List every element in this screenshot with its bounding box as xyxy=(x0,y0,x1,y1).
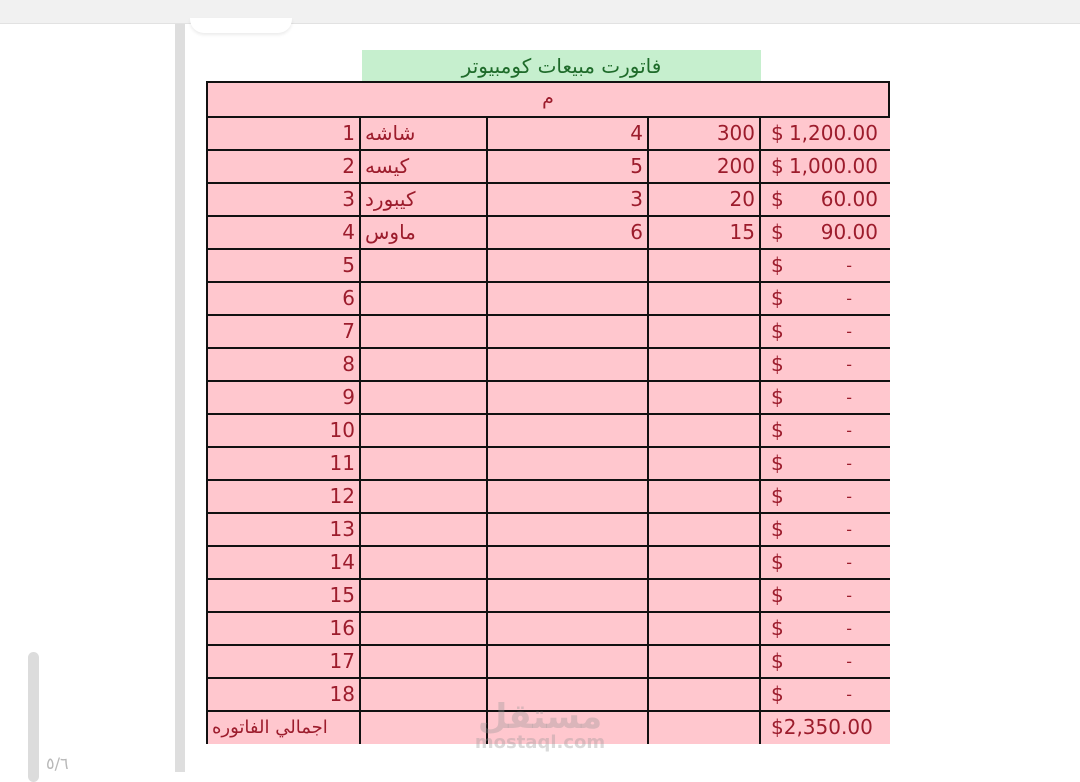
cell-number[interactable]: 18 xyxy=(208,679,361,710)
currency-symbol: $ xyxy=(771,616,784,640)
cell-price[interactable] xyxy=(649,679,761,710)
total-amount: - xyxy=(846,256,852,275)
currency-symbol: $ xyxy=(771,583,784,607)
cell-total[interactable] xyxy=(761,316,890,347)
cell-price[interactable] xyxy=(649,613,761,644)
cell-item[interactable] xyxy=(361,349,488,380)
currency-symbol: $ xyxy=(771,451,784,475)
total-amount: 1,000.00 xyxy=(788,154,878,178)
cell-number[interactable]: 3 xyxy=(208,184,361,215)
cell-quantity[interactable]: 6 xyxy=(488,217,649,248)
currency-symbol: $ xyxy=(771,682,784,706)
currency-symbol: $ xyxy=(771,550,784,574)
cell-item[interactable] xyxy=(361,547,488,578)
cell-number[interactable]: 10 xyxy=(208,415,361,446)
cell-price[interactable] xyxy=(649,580,761,611)
currency-symbol: $ xyxy=(771,352,784,376)
table-row xyxy=(206,380,890,413)
currency-symbol: $ xyxy=(771,121,784,145)
cell-quantity[interactable]: 5 xyxy=(488,151,649,182)
cell-total[interactable] xyxy=(761,118,890,149)
cell-empty xyxy=(361,712,488,744)
total-amount: $2,350.00 xyxy=(771,715,873,739)
table-row xyxy=(206,512,890,545)
cell-number[interactable]: 2 xyxy=(208,151,361,182)
cell-total[interactable] xyxy=(761,415,890,446)
cell-total[interactable] xyxy=(761,481,890,512)
table-row xyxy=(206,677,890,710)
watermark-latin: mostaql.com xyxy=(474,732,606,753)
table-row xyxy=(206,314,890,347)
page-divider xyxy=(175,24,185,772)
pull-tab[interactable] xyxy=(190,18,292,33)
cell-item[interactable] xyxy=(361,448,488,479)
total-amount: - xyxy=(846,355,852,374)
cell-number[interactable]: 16 xyxy=(208,613,361,644)
cell-quantity[interactable] xyxy=(488,547,649,578)
table-row xyxy=(206,116,890,149)
cell-item[interactable] xyxy=(361,283,488,314)
cell-price[interactable] xyxy=(649,547,761,578)
cell-quantity[interactable] xyxy=(488,382,649,413)
page-indicator: ٥/٦ xyxy=(46,754,69,773)
cell-total[interactable] xyxy=(761,646,890,677)
currency-symbol: $ xyxy=(771,253,784,277)
cell-item[interactable]: شاشه xyxy=(361,118,488,149)
currency-symbol: $ xyxy=(771,154,784,178)
cell-total[interactable] xyxy=(761,349,890,380)
cell-price[interactable] xyxy=(649,514,761,545)
cell-price[interactable] xyxy=(649,316,761,347)
cell-item[interactable] xyxy=(361,514,488,545)
cell-total[interactable] xyxy=(761,250,890,281)
total-label: اجمالي الفاتوره xyxy=(208,712,361,744)
table-row xyxy=(206,578,890,611)
cell-total[interactable] xyxy=(761,547,890,578)
cell-quantity[interactable]: 3 xyxy=(488,184,649,215)
cell-item[interactable] xyxy=(361,580,488,611)
total-amount: - xyxy=(846,487,852,506)
cell-item[interactable] xyxy=(361,613,488,644)
currency-symbol: $ xyxy=(771,187,784,211)
cell-item[interactable] xyxy=(361,481,488,512)
cell-number[interactable]: 13 xyxy=(208,514,361,545)
cell-price[interactable]: 200 xyxy=(649,151,761,182)
cell-total[interactable] xyxy=(761,283,890,314)
cell-item[interactable] xyxy=(361,415,488,446)
cell-number[interactable]: 11 xyxy=(208,448,361,479)
total-amount: - xyxy=(846,553,852,572)
cell-quantity[interactable] xyxy=(488,283,649,314)
cell-item[interactable] xyxy=(361,382,488,413)
table-row xyxy=(206,248,890,281)
table-row xyxy=(206,347,890,380)
cell-total[interactable] xyxy=(761,151,890,182)
total-amount: - xyxy=(846,586,852,605)
cell-item[interactable] xyxy=(361,679,488,710)
header-row xyxy=(206,81,890,116)
cell-price[interactable] xyxy=(649,415,761,446)
invoice-table xyxy=(206,81,890,744)
total-value xyxy=(761,712,890,744)
total-amount: - xyxy=(846,652,852,671)
cell-price[interactable] xyxy=(649,646,761,677)
cell-number[interactable]: 14 xyxy=(208,547,361,578)
table-row xyxy=(206,479,890,512)
cell-price[interactable] xyxy=(649,349,761,380)
currency-symbol: $ xyxy=(771,484,784,508)
total-amount: 60.00 xyxy=(820,187,878,211)
total-amount: - xyxy=(846,619,852,638)
total-amount: - xyxy=(846,685,852,704)
currency-symbol: $ xyxy=(771,517,784,541)
cell-price[interactable]: 300 xyxy=(649,118,761,149)
cell-quantity[interactable] xyxy=(488,646,649,677)
total-amount: - xyxy=(846,322,852,341)
cell-item[interactable]: كيبورد xyxy=(361,184,488,215)
cell-quantity[interactable] xyxy=(488,481,649,512)
total-amount: - xyxy=(846,454,852,473)
cell-number[interactable]: 8 xyxy=(208,349,361,380)
cell-number[interactable]: 6 xyxy=(208,283,361,314)
cell-item[interactable] xyxy=(361,250,488,281)
table-row xyxy=(206,215,890,248)
total-amount: - xyxy=(846,520,852,539)
cell-number[interactable]: 9 xyxy=(208,382,361,413)
table-row xyxy=(206,413,890,446)
cell-quantity[interactable] xyxy=(488,613,649,644)
viewer-toolbar xyxy=(0,0,1080,24)
cell-item[interactable] xyxy=(361,646,488,677)
cell-total[interactable] xyxy=(761,184,890,215)
total-amount: - xyxy=(846,388,852,407)
cell-price[interactable] xyxy=(649,250,761,281)
cell-item[interactable]: كيسه xyxy=(361,151,488,182)
cell-total[interactable] xyxy=(761,217,890,248)
cell-quantity[interactable] xyxy=(488,580,649,611)
table-row xyxy=(206,611,890,644)
cell-quantity[interactable] xyxy=(488,448,649,479)
cell-quantity[interactable] xyxy=(488,679,649,710)
total-row xyxy=(206,710,890,744)
cell-quantity[interactable] xyxy=(488,514,649,545)
table-row xyxy=(206,149,890,182)
cell-price[interactable] xyxy=(649,481,761,512)
cell-quantity[interactable] xyxy=(488,415,649,446)
cell-number[interactable]: 15 xyxy=(208,580,361,611)
total-amount: 1,200.00 xyxy=(788,121,878,145)
cell-price[interactable]: 20 xyxy=(649,184,761,215)
cell-item[interactable]: ماوس xyxy=(361,217,488,248)
cell-item[interactable] xyxy=(361,316,488,347)
cell-total[interactable] xyxy=(761,580,890,611)
cell-number[interactable]: 1 xyxy=(208,118,361,149)
cell-total[interactable] xyxy=(761,382,890,413)
cell-number[interactable]: 12 xyxy=(208,481,361,512)
cell-number[interactable]: 4 xyxy=(208,217,361,248)
currency-symbol: $ xyxy=(771,385,784,409)
cell-price[interactable] xyxy=(649,448,761,479)
cell-empty xyxy=(649,712,761,744)
cell-quantity[interactable] xyxy=(488,349,649,380)
cell-number[interactable]: 17 xyxy=(208,646,361,677)
cell-total[interactable] xyxy=(761,448,890,479)
total-amount: - xyxy=(846,289,852,308)
cell-price[interactable] xyxy=(649,283,761,314)
table-row xyxy=(206,281,890,314)
scrollbar-thumb[interactable] xyxy=(28,652,39,782)
cell-total[interactable] xyxy=(761,613,890,644)
total-amount: - xyxy=(846,421,852,440)
table-row xyxy=(206,182,890,215)
table-row xyxy=(206,446,890,479)
cell-price[interactable]: 15 xyxy=(649,217,761,248)
cell-quantity[interactable] xyxy=(488,316,649,347)
cell-number[interactable]: 5 xyxy=(208,250,361,281)
currency-symbol: $ xyxy=(771,649,784,673)
table-row xyxy=(206,545,890,578)
cell-total[interactable] xyxy=(761,679,890,710)
cell-quantity[interactable]: 4 xyxy=(488,118,649,149)
currency-symbol: $ xyxy=(771,286,784,310)
currency-symbol: $ xyxy=(771,418,784,442)
watermark-arabic: مستقل xyxy=(477,697,603,737)
invoice-title: فاتورت مبيعات كومبيوتر xyxy=(362,50,761,81)
currency-symbol: $ xyxy=(771,319,784,343)
table-row xyxy=(206,644,890,677)
cell-quantity[interactable] xyxy=(488,250,649,281)
header-label: م xyxy=(542,87,554,109)
cell-empty xyxy=(488,712,649,744)
cell-number[interactable]: 7 xyxy=(208,316,361,347)
cell-price[interactable] xyxy=(649,382,761,413)
currency-symbol: $ xyxy=(771,220,784,244)
total-amount: 90.00 xyxy=(820,220,878,244)
cell-total[interactable] xyxy=(761,514,890,545)
